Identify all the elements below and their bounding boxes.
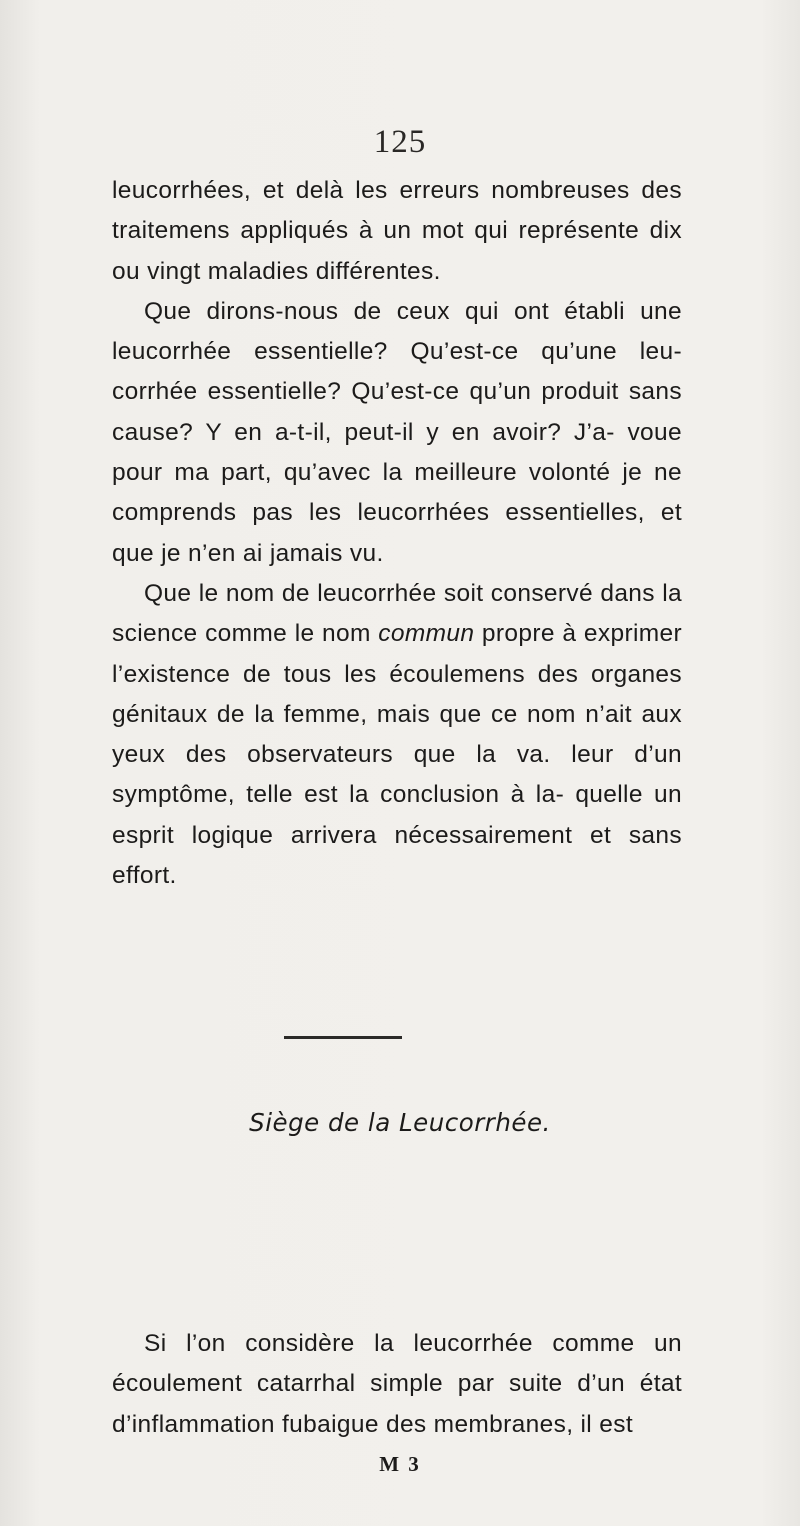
page-number: 125 <box>373 124 427 160</box>
emphasized-word: commun <box>378 620 475 648</box>
paragraph-conclusion <box>112 574 682 896</box>
section-body <box>112 1324 682 1445</box>
paragraph-continuation: leucorrhées, et delà les erreurs nombreuses des traitemens appliqués à un mot qui représente dix ou vingt maladies différentes. <box>112 177 682 285</box>
conclusion-text-start: Que le nom de leucorrhée soit conservé dans la science comme le nom <box>112 579 682 648</box>
section-heading: Siège de la Leucorrhée. <box>249 1108 551 1137</box>
conclusion-text-end: propre à exprimer l’existence de tous les écoulemens des organes génitaux de la femme, mais que ce nom n’ait aux yeux des observateurs que la va. leur d’un symptôme, telle est la conclusion à la- quelle un esprit logique arrivera nécessairement et sans effort. <box>112 620 682 890</box>
printer-signature-mark: M 3 <box>379 1452 421 1476</box>
paragraph-essential-leucorrhea: Que dirons-nous de ceux qui ont établi une leucorrhée essentielle? Qu’est-ce qu’une leu- corrhée essentielle? Qu’est-ce qu’un produit sans cause? Y en a-t-il, peut-il y en avoir? J’a- voue pour ma part, qu’avec la meilleure volonté je ne comprends pas les leucorrhées essentielles, et que je n’en ai jamais vu. <box>112 297 682 567</box>
section-divider <box>284 1036 402 1039</box>
paragraph-section-start: Si l’on considère la leucorrhée comme un écoulement catarrhal simple par suite d’un état d’inflammation fubaigue des membranes, il est <box>112 1330 682 1438</box>
body-text <box>112 171 682 896</box>
